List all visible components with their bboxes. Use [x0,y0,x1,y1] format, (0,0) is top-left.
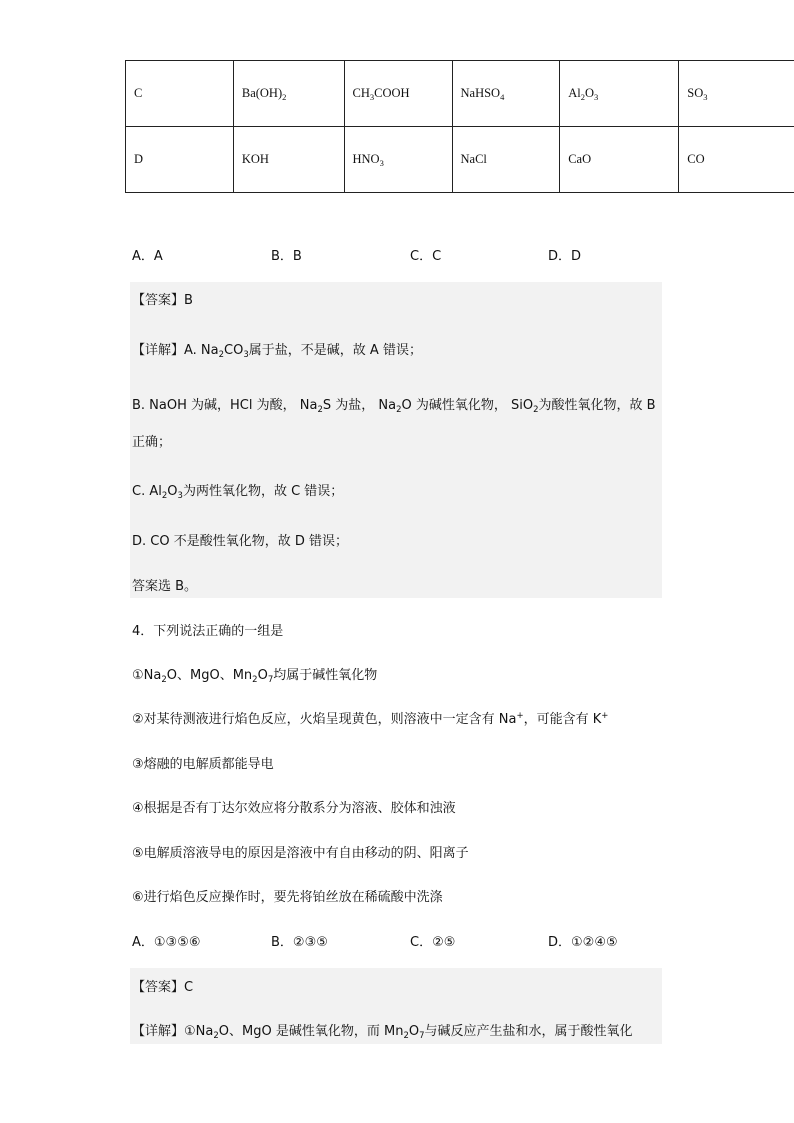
subscript: 3 [243,350,249,360]
subscript: 2 [161,491,168,501]
text-part: 为酸性氧化物，故 B [538,398,656,413]
table-cell [233,127,344,193]
q4-detail [132,1020,633,1041]
q4-option-d: D．①②④⑤ [548,935,618,950]
text-part: 【详解】A. Na [132,343,219,358]
subscript: 2 [396,405,402,415]
table-cell [560,127,679,193]
subscript: 2 [161,675,167,685]
q3-option-c: C．C [410,249,442,264]
q4-statement-6: ⑥进行焰色反应操作时，要先将铂丝放在稀硫酸中洗涤 [132,890,443,905]
subscript: 7 [419,1031,425,1041]
q3-detail-d: D. CO 不是酸性氧化物，故 D 错误； [132,534,348,549]
text-part: S 为盐， Na [322,398,397,413]
formula-part: HNO [352,151,380,166]
formula-part: COOH [374,85,410,100]
text-part: O 为碱性氧化物， SiO [401,398,534,413]
table-cell [233,61,344,127]
q4-option-b: B．②③⑤ [271,935,328,950]
q3-option-a: A．A [132,249,163,264]
table-row [126,127,794,193]
subscript: 2 [533,405,539,415]
text-part: ①Na [132,668,162,683]
table-cell [679,127,794,193]
text-part: 属于盐，不是碱，故 A 错误； [248,343,422,358]
formula-part: Ba(OH) [241,85,283,100]
q4-answer: 【答案】C [132,980,194,995]
q4-stem: 4．下列说法正确的一组是 [132,624,284,639]
table-cell [452,61,560,127]
text-part: O [257,668,268,683]
formula-subscript: 4 [500,91,505,102]
subscript: 3 [177,491,183,501]
text-part: B. NaOH 为碱，HCl 为酸， Na [132,398,318,413]
formula-subscript: 3 [379,157,384,168]
formula-subscript: 3 [369,91,375,102]
superscript: + [601,711,609,721]
text-part: 【详解】①Na [132,1024,214,1039]
table-cell [344,61,452,127]
formula-part: SO [687,85,704,100]
text-part: ，可能含有 K [523,712,602,727]
q3-detail-b [132,394,656,415]
q3-detail-a [132,339,422,360]
formula-part: O [584,85,594,100]
q4-statement-4: ④根据是否有丁达尔效应将分散系分为溶液、胶体和浊液 [132,801,456,816]
q3-option-d: D．D [548,249,582,264]
formula-subscript: 2 [580,91,585,102]
q3-option-b: B．B [271,249,302,264]
q4-option-a: A．①③⑤⑥ [132,935,201,950]
q3-detail-b-cont: 正确； [132,435,172,450]
table-cell [344,127,452,193]
subscript: 2 [403,1031,409,1041]
table-cell [679,61,794,127]
text-part: 均属于碱性氧化物 [273,668,378,683]
table-cell [560,61,679,127]
table-cell [126,127,234,193]
row-label: D [134,152,144,166]
table-cell [126,61,234,127]
text-part: ②对某待测液进行焰色反应，火焰呈现黄色，则溶液中一定含有 Na [132,712,517,727]
subscript: 7 [267,675,274,685]
subscript: 2 [317,405,323,415]
q4-statement-5: ⑤电解质溶液导电的原因是溶液中有自由移动的阴、阳离子 [132,846,469,861]
text-part: CO [224,343,244,358]
q4-statement-2 [132,708,608,727]
formula-part: NaCl [460,152,487,166]
text-part: O、MgO、Mn [166,668,253,683]
q3-answer: 【答案】B [132,293,193,308]
q3-answer-block [130,282,662,598]
row-label: C [134,86,143,100]
q4-statement-3: ③熔融的电解质都能导电 [132,757,274,772]
superscript: + [516,711,524,721]
text-part: O [167,484,178,499]
subscript: 2 [213,1031,219,1041]
classification-table [125,60,794,193]
subscript: 2 [218,350,225,360]
formula-subscript: 2 [282,91,287,102]
q4-option-c: C．②⑤ [410,935,456,950]
subscript: 2 [252,675,258,685]
formula-part: CH [352,85,370,100]
formula-part: KOH [241,152,269,166]
table-row [126,61,794,127]
formula-part: NaHSO [460,85,501,100]
text-part: 与碱反应产生盐和水，属于酸性氧化 [424,1024,633,1039]
formula-subscript: 3 [703,91,708,102]
text-part: 为两性氧化物，故 C 错误； [182,484,344,499]
q3-conclusion: 答案选 B。 [132,579,198,594]
text-part: O、MgO 是碱性氧化物，而 Mn [218,1024,404,1039]
q3-detail-c [132,480,343,501]
formula-subscript: 3 [593,91,599,102]
text-part: C. Al [132,484,162,499]
text-part: O [408,1024,420,1039]
formula-part: Al [568,85,581,100]
formula-part: CaO [568,152,592,166]
table-cell [452,127,560,193]
formula-part: CO [687,152,705,166]
q4-statement-1 [132,664,377,685]
